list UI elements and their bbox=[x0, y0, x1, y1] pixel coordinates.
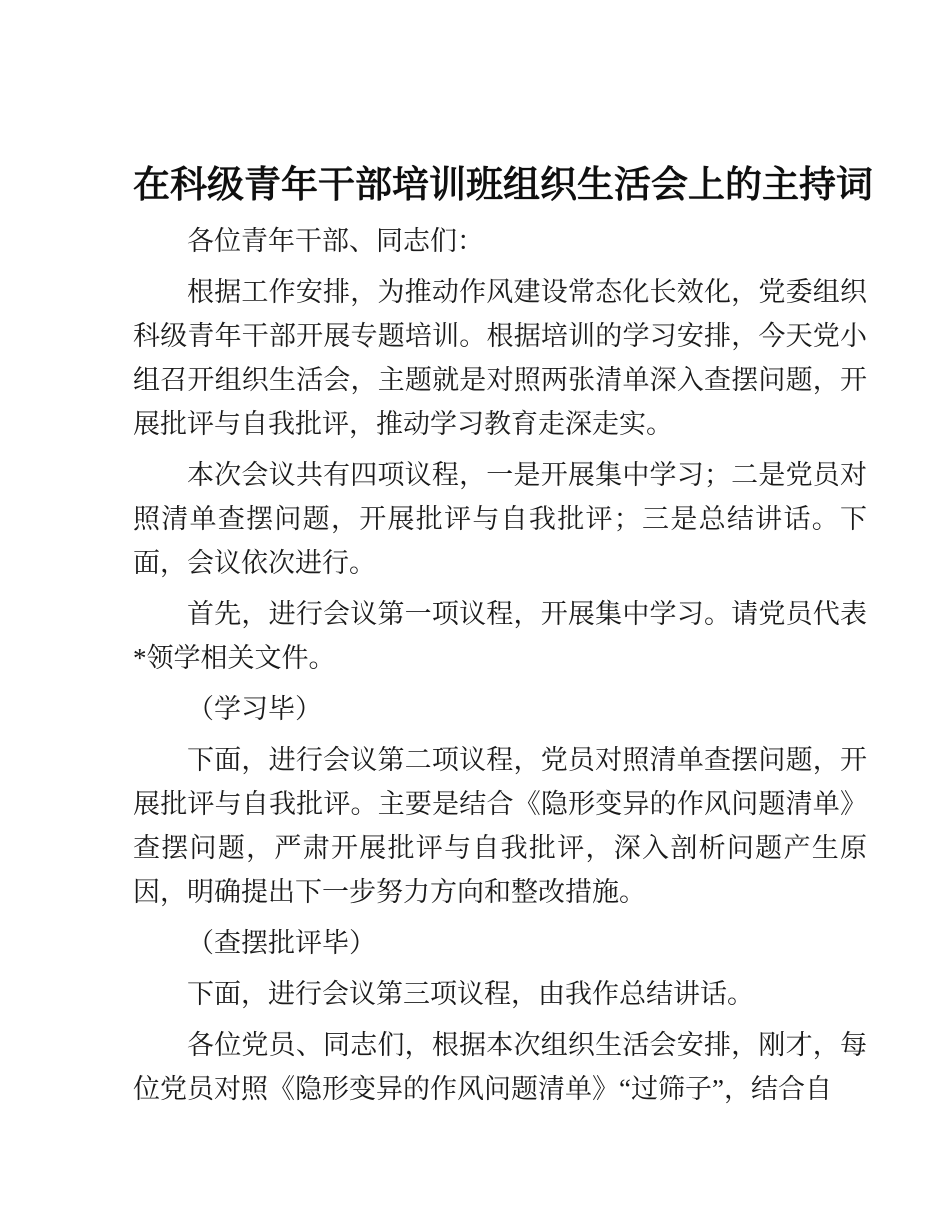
paragraph: 下面，进行会议第二项议程，党员对照清单查摆问题，开展批评与自我批评。主要是结合《隐形变异的作风问题清单》查摆问题，严肃开展批评与自我批评，深入剖析问题产生原因，明确提出下一步努力方向和整改措施。 bbox=[133, 745, 867, 907]
paragraph: （学习毕） bbox=[187, 694, 322, 724]
paragraph: 本次会议共有四项议程，一是开展集中学习；二是党员对照清单查摆问题，开展批评与自我批评；三是总结讲话。下面，会议依次进行。 bbox=[133, 460, 867, 578]
document-content bbox=[133, 162, 873, 1118]
paragraph: 各位党员、同志们，根据本次组织生活会安排，刚才，每位党员对照《隐形变异的作风问题清单》“过筛子”，结合自 bbox=[133, 1030, 867, 1104]
document-title: 在科级青年干部培训班组织生活会上的主持词 bbox=[133, 164, 873, 205]
document-body bbox=[133, 219, 867, 1111]
paragraph: 根据工作安排，为推动作风建设常态化长效化，党委组织科级青年干部开展专题培训。根据培训的学习安排，今天党小组召开组织生活会，主题就是对照两张清单深入查摆问题，开展批评与自我批评，推动学习教育走深走实。 bbox=[133, 277, 867, 439]
paragraph: 下面，进行会议第三项议程，由我作总结讲话。 bbox=[187, 979, 754, 1009]
paragraph: （查摆批评毕） bbox=[187, 928, 376, 958]
paragraph: 首先，进行会议第一项议程，开展集中学习。请党员代表*领学相关文件。 bbox=[133, 599, 867, 673]
paragraph: 各位青年干部、同志们： bbox=[187, 226, 484, 256]
